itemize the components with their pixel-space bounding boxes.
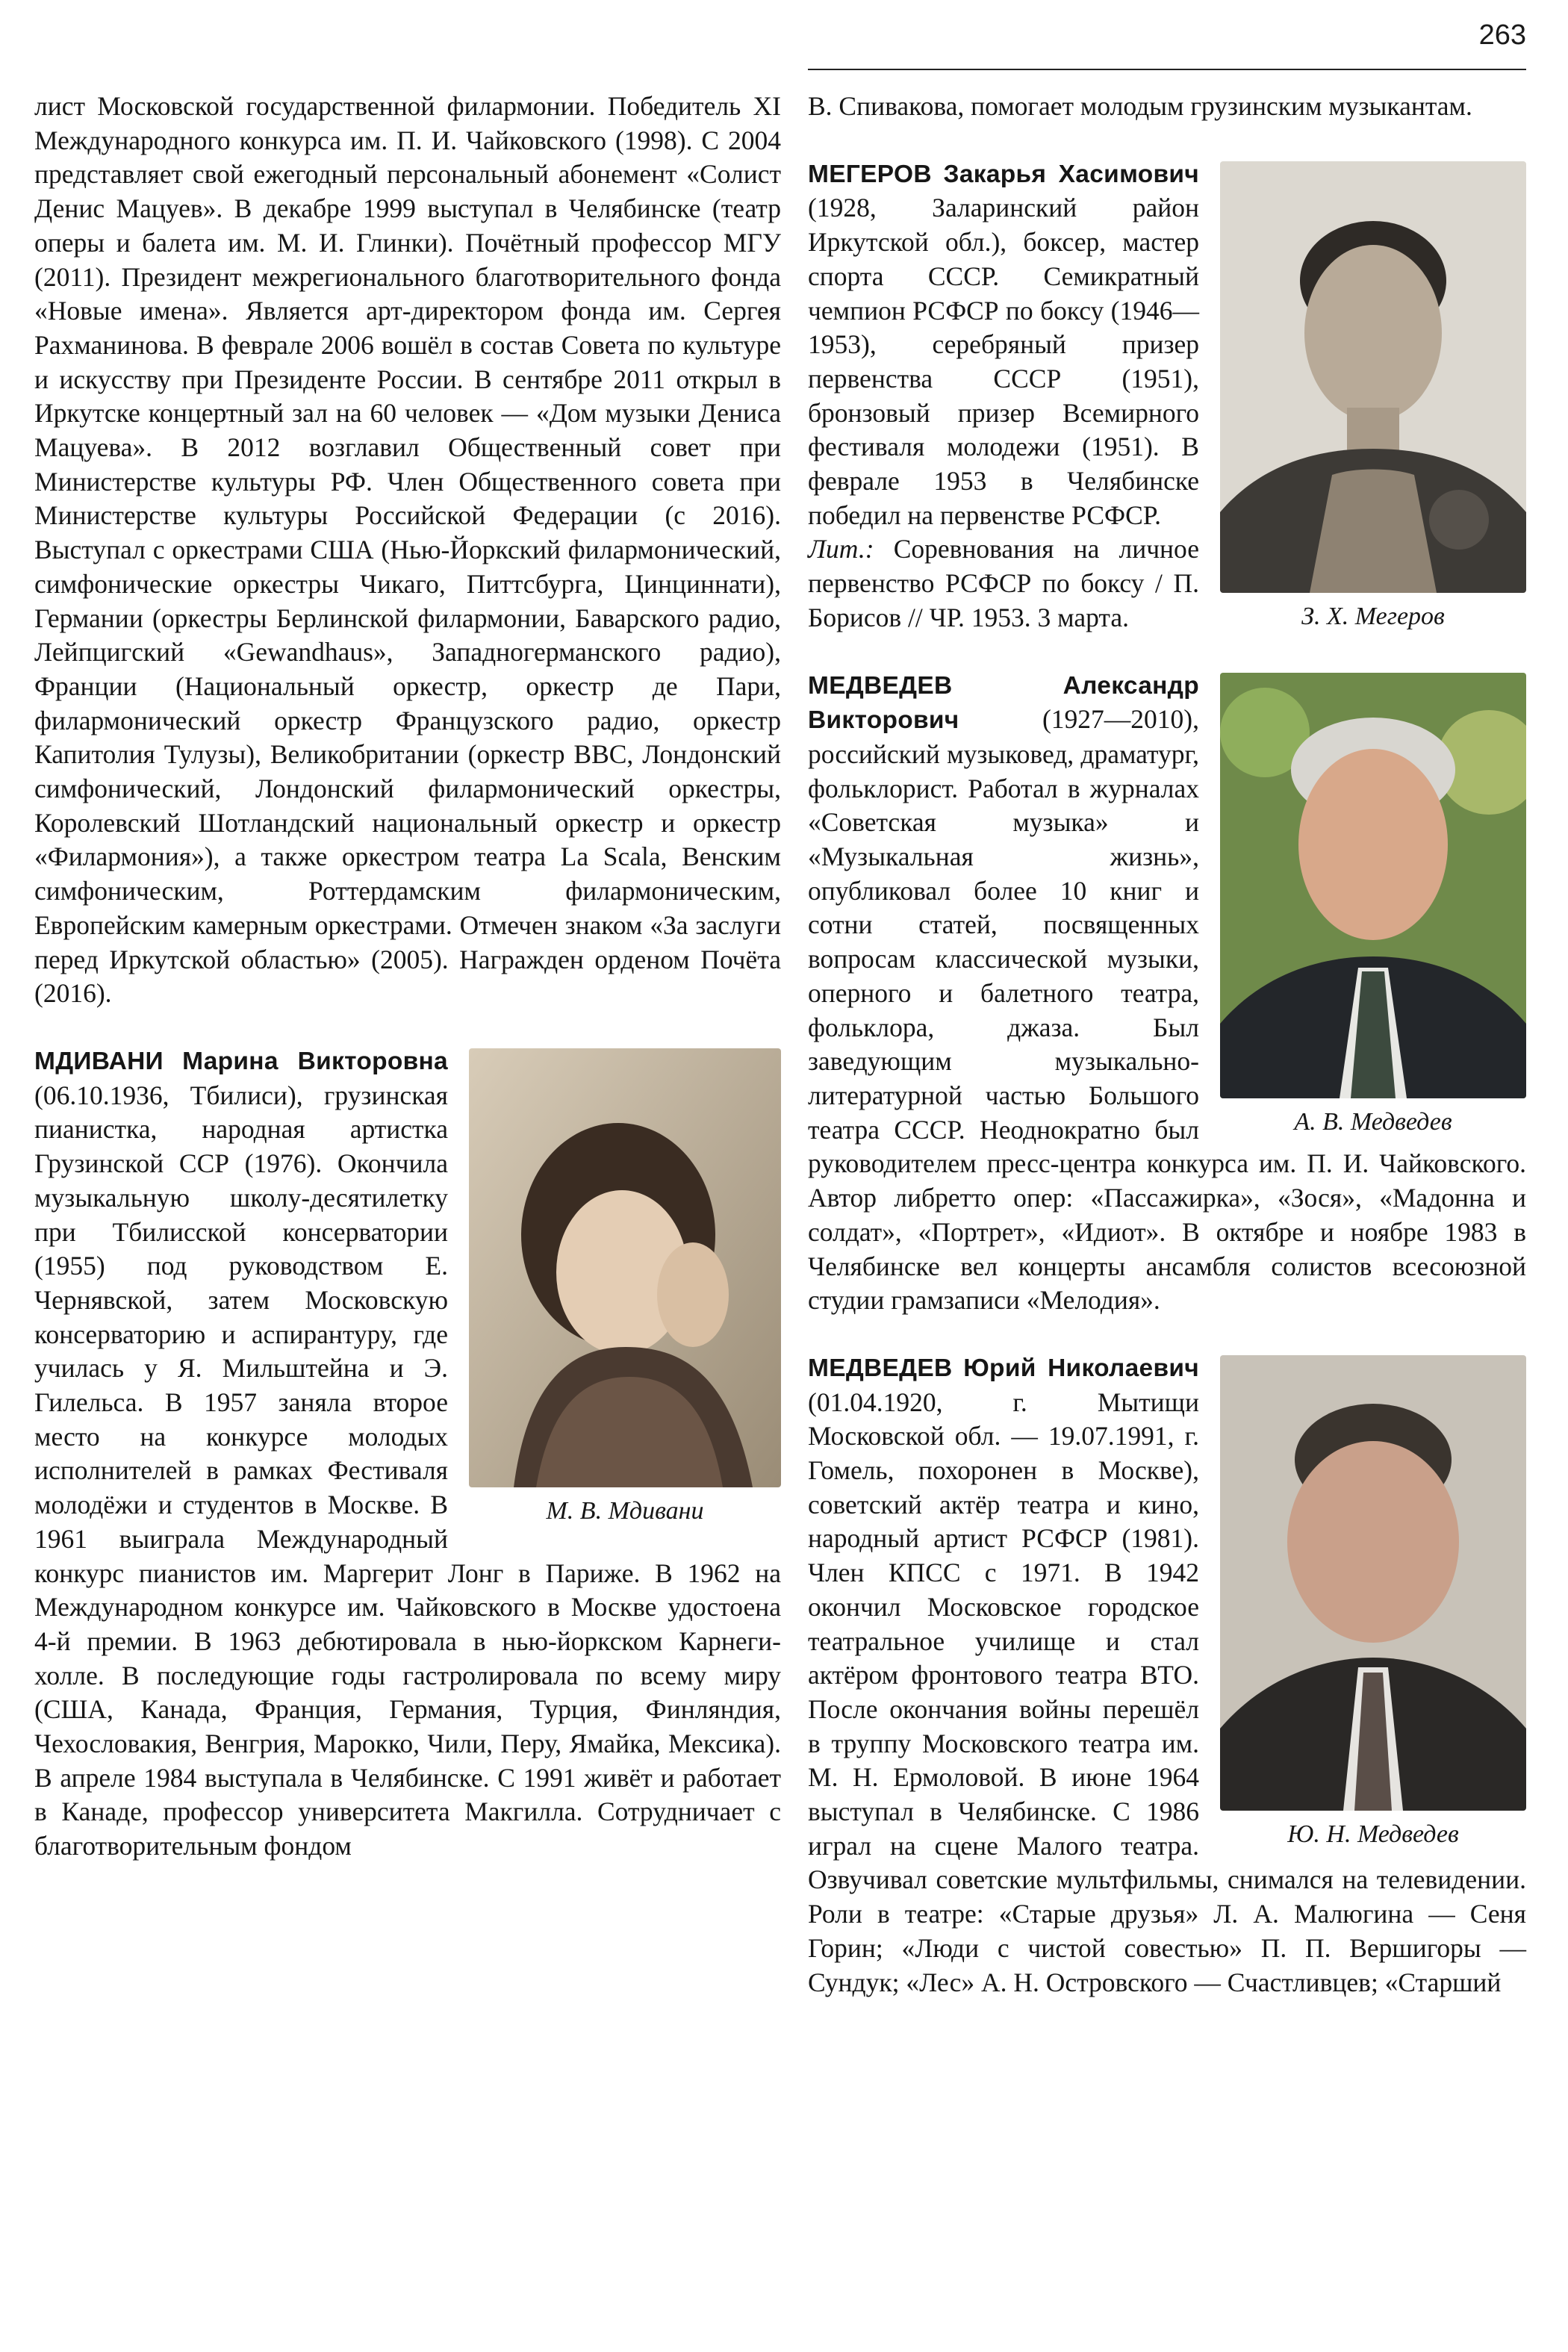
portrait-photo-megerov (1220, 161, 1526, 593)
figure-medvedev-av (1220, 673, 1526, 1139)
entry-megerov (808, 157, 1526, 635)
headword-name: Юрий Николаевич (963, 1354, 1199, 1382)
left-column (34, 90, 781, 1864)
right-column (808, 90, 1526, 2000)
entry-body: (06.10.1936, Тбилиси), грузинская пианистка, народная артистка Грузинской ССР (1976). Окончила музыкальную школу-десятилетку при Тбилисской консерватории (1955) под руководством Е. Чернявской, затем Московскую консерваторию и аспирантуру, где училась у Я. Мильштейна и Э. Гилельса. В 1957 заняла второе место на конкурсе молодых исполнителей в рамках Фестиваля молодёжи и студентов в Москве. В 1961 выиграла Международный конкурс пианистов им. Маргерит Лонг в Париже. В 1962 на Международном конкурсе им. Чайковского в Москве удостоена 4-й премии. В 1963 дебютировала в нью-йоркском Карнеги-холле. В последующие годы гастролировала по всему миру (США, Канада, Франция, Германия, Турция, Финляндия, Чехословакия, Венгрия, Марокко, Чили, Перу, Ямайка, Мексика). В апреле 1984 выступала в Челябинске. С 1991 живёт и работает в Канаде, профессор университета Макгилла. Сотрудничает с благотворительным фондом (34, 1080, 781, 1861)
portrait-photo-medvedev-av (1220, 673, 1526, 1098)
headword-surname: МДИВАНИ (34, 1047, 164, 1075)
photo-caption-mdivani: М. В. Мдивани (546, 1496, 704, 1525)
photo-caption-medvedev-yn: Ю. Н. Медведев (1287, 1820, 1459, 1848)
literature-label: Лит.: (808, 534, 874, 564)
entry-medvedev-yn (808, 1351, 1526, 2000)
photo-caption-medvedev-av: А. В. Медведев (1294, 1107, 1452, 1136)
headword-surname: МЕДВЕДЕВ (808, 1354, 953, 1382)
headword-name: Марина Викторовна (182, 1047, 448, 1075)
headword-surname: МЕДВЕДЕВ (808, 671, 953, 700)
headword-name: Александр Викторович (808, 671, 1199, 735)
photo-caption-megerov: З. Х. Мегеров (1301, 602, 1445, 630)
figure-mdivani (469, 1048, 781, 1528)
headword-name: Закарья Хасимович (943, 160, 1200, 188)
entry-medvedev-av (808, 668, 1526, 1318)
headword-surname: МЕГЕРОВ (808, 160, 932, 188)
figure-megerov (1220, 161, 1526, 633)
continuation-text: В. Спивакова, помогает молодым грузинским музыкантам. (808, 91, 1472, 121)
literature-text: Соревнования на личное первенство РСФСР по боксу / П. Борисов // ЧР. 1953. 3 марта. (808, 534, 1199, 632)
portrait-photo-mdivani (469, 1048, 781, 1487)
portrait-photo-medvedev-yn (1220, 1355, 1526, 1811)
entry-body: (1927—2010), российский музыковед, драматург, фольклорист. Работал в журналах «Советская музыка» и «Музыкальная жизнь», опубликовал более 10 книг и сотни статей, посвященных вопросам классической музыки, оперного и балетного театра, фольклора, джаза. Был заведующим музыкально-литературной частью Большого театра СССР. Неоднократно был руководителем пресс-центра конкурса им. П. И. Чайковского. Автор либретто опер: «Пассажирка», «Зося», «Мадонна и солдат», «Портрет», «Идиот». В октябре и ноябре 1983 в Челябинске вел концерты ансамбля солистов всесоюзной студии грамзаписи «Мелодия». (808, 704, 1526, 1316)
entry-body: (01.04.1920, г. Мытищи Московской обл. — 19.07.1991, г. Гомель, похоронен в Москве), советский актёр театра и кино, народный артист РСФСР (1981). Член КПСС с 1971. В 1942 окончил Московское городское театральное училище и стал актёром фронтового театра ВТО. После окончания войны перешёл в труппу Московского театра им. М. Н. Ермоловой. В июне 1964 выступал в Челябинске. С 1986 играл на сцене Малого театра. Озвучивал советские мультфильмы, снимался на телевидении. Роли в театре: «Старые друзья» Л. А. Малюгина — Сеня Горин; «Люди с чистой совестью» П. П. Вершигоры — Сундук; «Лес» А. Н. Островского — Счастливцев; «Старший (808, 1387, 1526, 1997)
entry-mdivani (34, 1044, 781, 1864)
page-number: 263 (1478, 19, 1526, 51)
continuation-text: лист Московской государственной филармонии. Победитель XI Международного конкурса им. П. И. Чайковского (1998). С 2004 представляет свой ежегодный персональный абонемент «Солист Денис Мацуев». В декабре 1999 выступал в Челябинске (театр оперы и балета им. М. И. Глинки). Почётный профессор МГУ (2011). Президент межрегионального благотворительного фонда «Новые имена». Является арт-директором фонда им. Сергея Рахманинова. В феврале 2006 вошёл в состав Совета по культуре и искусству при Президенте России. В сентябре 2011 открыл в Иркутске концертный зал на 60 человек — «Дом музыки Дениса Мацуева». В 2012 возглавил Общественный совет при Министерстве культуры РФ. Член Общественного совета при Министерстве культуры Российской Федерации (с 2016). Выступал с оркестрами США (Нью-Йоркский филармонический, симфонические оркестры Чикаго, Питтсбурга, Цинциннати), Германии (оркестры Берлинской филармонии, Баварского радио, Лейпцигский «Gewandhaus», Западногерманского радио), Франции (Национальный оркестр, оркестр де Пари, филармонический оркестр Французского радио, оркестр Капитолия Тулузы), Великобритании (оркестр BBC, Лондонский симфонический, Лондонский филармонический оркестры, Королевский Шотландский национальный оркестр и оркестр «Филармония»), а также оркестром театра La Scala, Венским симфоническим, Роттердамским филармоническим, Европейским камерным оркестрами. Отмечен знаком «За заслуги перед Иркутской областью» (2005). Награжден орденом Почёта (2016). (34, 91, 781, 1009)
entry-body: (1928, Заларинский район Иркутской обл.), боксер, мастер спорта СССР. Семикратный чемпион РСФСР по боксу (1946—1953), серебряный призер первенства СССР (1951), бронзовый призер Всемирного фестиваля молодежи (1951). В феврале 1953 в Челябинске победил на первенстве РСФСР. (808, 193, 1199, 530)
figure-medvedev-yn (1220, 1355, 1526, 1851)
header-rule (808, 69, 1526, 70)
